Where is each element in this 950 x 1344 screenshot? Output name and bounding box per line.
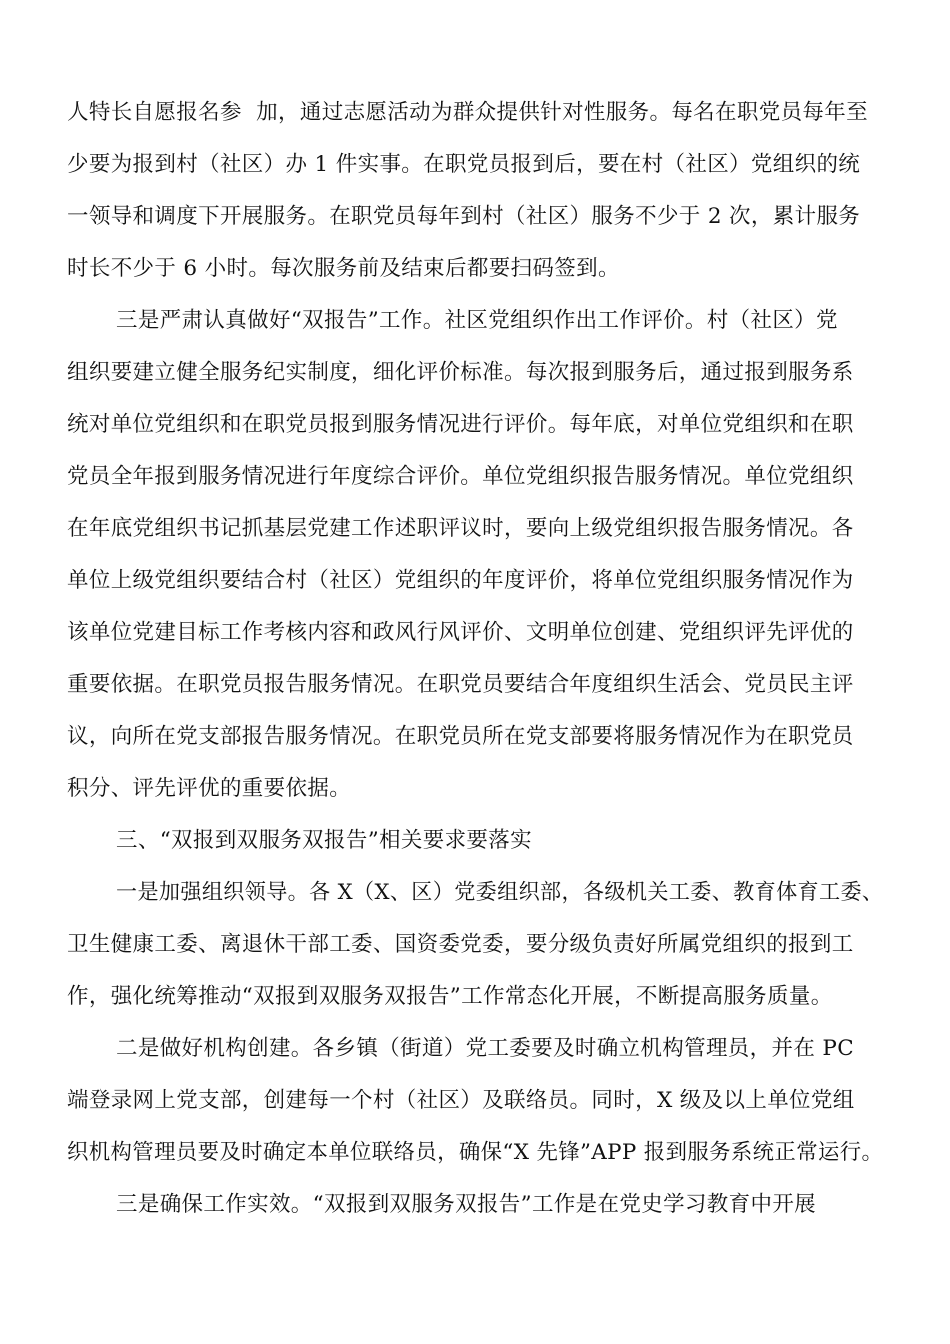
- text-line: 端登录网上党支部，创建每一个村（社区）及联络员。同时，X 级及以上单位党组: [67, 1088, 855, 1113]
- text-line: 党员全年报到服务情况进行年度综合评价。单位党组织报告服务情况。单位党组织: [67, 464, 854, 489]
- text-line: 统对单位党组织和在职党员报到服务情况进行评价。每年底，对单位党组织和在职: [67, 412, 854, 437]
- text-line: 时长不少于 6 小时。每次服务前及结束后都要扫码签到。: [67, 256, 620, 281]
- paragraph-first-line: 三是严肃认真做好“双报告”工作。社区党组织作出工作评价。村（社区）党: [116, 308, 838, 333]
- section-heading: 三、“双报到双服务双报告”相关要求要落实: [116, 828, 532, 853]
- text-line: 议，向所在党支部报告服务情况。在职党员所在党支部要将服务情况作为在职党员: [67, 724, 854, 749]
- paragraph-first-line: 二是做好机构创建。各乡镇（街道）党工委要及时确立机构管理员，并在 PC: [116, 1036, 855, 1061]
- text-line: 作，强化统筹推动“双报到双服务双报告”工作常态化开展，不断提高服务质量。: [67, 984, 833, 1009]
- text-line: 人特长自愿报名参 加，通过志愿活动为群众提供针对性服务。每名在职党员每年至: [67, 100, 868, 125]
- text-line: 单位上级党组织要结合村（社区）党组织的年度评价，将单位党组织服务情况作为: [67, 568, 854, 593]
- text-line: 织机构管理员要及时确定本单位联络员，确保“X 先锋”APP 报到服务系统正常运行。: [67, 1140, 884, 1165]
- text-line: 重要依据。在职党员报告服务情况。在职党员要结合年度组织生活会、党员民主评: [67, 672, 854, 697]
- paragraph-first-line: 一是加强组织领导。各 X（X、区）党委组织部，各级机关工委、教育体育工委、: [116, 880, 884, 905]
- paragraph-first-line: 三是确保工作实效。“双报到双服务双报告”工作是在党史学习教育中开展: [116, 1192, 817, 1217]
- text-line: 在年底党组织书记抓基层党建工作述职评议时，要向上级党组织报告服务情况。各: [67, 516, 854, 541]
- text-line: 一领导和调度下开展服务。在职党员每年到村（社区）服务不少于 2 次，累计服务: [67, 204, 861, 229]
- text-line: 少要为报到村（社区）办 1 件实事。在职党员报到后，要在村（社区）党组织的统: [67, 152, 861, 177]
- text-line: 该单位党建目标工作考核内容和政风行风评价、文明单位创建、党组织评先评优的: [67, 620, 854, 645]
- text-line: 组织要建立健全服务纪实制度，细化评价标准。每次报到服务后，通过报到服务系: [67, 360, 854, 385]
- text-line: 卫生健康工委、离退休干部工委、国资委党委，要分级负责好所属党组织的报到工: [67, 932, 854, 957]
- text-line: 积分、评先评优的重要依据。: [67, 776, 352, 801]
